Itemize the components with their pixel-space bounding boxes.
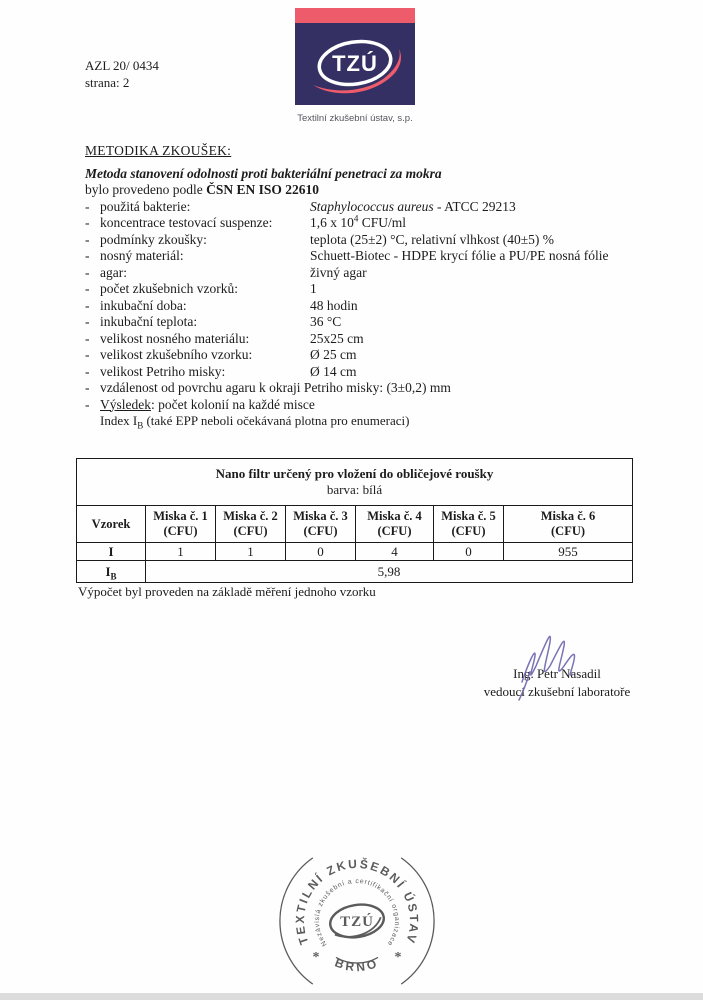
col-header: Miska č. 1 (CFU) bbox=[146, 506, 216, 543]
species-name: Staphylococcus aureus bbox=[310, 198, 434, 214]
report-number: AZL 20/ 0434 bbox=[85, 58, 159, 73]
list-item bbox=[85, 298, 635, 315]
section-heading: METODIKA ZKOUŠEK: bbox=[85, 143, 232, 158]
scan-edge-band bbox=[0, 993, 703, 1000]
signatory-role: vedoucí zkušební laboratoře bbox=[483, 683, 631, 699]
dash-bullet: - bbox=[85, 264, 90, 280]
official-stamp-icon bbox=[275, 843, 440, 1000]
calculation-note: Výpočet byl proveden na základě měření jednoho vzorku bbox=[78, 584, 376, 599]
table-data-row bbox=[77, 543, 633, 561]
value-cell: 1 bbox=[216, 543, 286, 561]
svg-text:BRNO bbox=[333, 955, 381, 974]
sample-id-cell: I bbox=[77, 543, 146, 561]
logo-red-stripe bbox=[295, 8, 415, 23]
list-item bbox=[85, 347, 635, 364]
item-value: 1 bbox=[310, 281, 317, 296]
item-label: počet zkušebnich vzorků: bbox=[100, 281, 238, 296]
dash-bullet: - bbox=[85, 281, 90, 296]
dash-bullet: - bbox=[85, 330, 90, 346]
logo-caption: Textilní zkušební ústav, s.p. bbox=[297, 113, 413, 124]
item-label: koncentrace testovací suspenze: bbox=[100, 215, 273, 230]
stamp-city-text: BRNO bbox=[332, 955, 382, 975]
item-value: teplota (25±2) °C, relativní vlhkost (40±5) % bbox=[310, 231, 555, 247]
list-item bbox=[85, 314, 635, 331]
list-item bbox=[85, 215, 635, 232]
stamp-star-right: * bbox=[394, 950, 402, 965]
tzu-logo bbox=[295, 8, 415, 105]
standard-prefix: bylo provedeno podle bbox=[85, 182, 207, 197]
col-header-sample: Vzorek bbox=[77, 506, 146, 543]
table-title-row bbox=[77, 459, 633, 506]
dash-bullet: - bbox=[85, 198, 90, 214]
index-prefix: Index I bbox=[100, 413, 138, 428]
item-value: 36 °C bbox=[310, 314, 342, 329]
item-value bbox=[310, 199, 635, 216]
value-cell: 0 bbox=[286, 543, 356, 561]
list-item bbox=[85, 281, 635, 298]
col-header: Miska č. 2 (CFU) bbox=[216, 506, 286, 543]
item-value: živný agar bbox=[310, 264, 367, 280]
dash-bullet: - bbox=[85, 380, 90, 395]
result-line bbox=[85, 397, 635, 414]
index-subscript: B bbox=[137, 420, 144, 431]
list-item bbox=[85, 364, 635, 381]
item-value: Schuett-Biotec - HDPE krycí fólie a PU/PE nosná fólie bbox=[310, 248, 609, 263]
list-item bbox=[85, 248, 635, 265]
value-cell: 955 bbox=[504, 543, 633, 561]
result-text bbox=[100, 397, 315, 414]
results-table bbox=[76, 458, 633, 583]
dash-bullet: - bbox=[85, 248, 90, 263]
index-line bbox=[100, 413, 635, 430]
concentration-base: 1,6 x 10 bbox=[310, 215, 354, 230]
stamp-star-left: * bbox=[312, 950, 320, 965]
table-title-cell bbox=[77, 459, 633, 506]
table-index-row bbox=[77, 561, 633, 583]
distance-line bbox=[85, 380, 635, 397]
col-header: Miska č. 5 (CFU) bbox=[434, 506, 504, 543]
handwritten-signature-icon bbox=[506, 616, 590, 704]
item-label: použitá bakterie: bbox=[100, 198, 191, 214]
item-label: velikost zkušebního vzorku: bbox=[100, 347, 253, 362]
value-cell: 4 bbox=[356, 543, 434, 561]
header-reference bbox=[85, 57, 159, 91]
concentration-exponent: 4 bbox=[353, 213, 359, 224]
value-cell: 0 bbox=[434, 543, 504, 561]
list-item bbox=[85, 331, 635, 348]
list-item bbox=[85, 232, 635, 249]
value-cell: 1 bbox=[146, 543, 216, 561]
tzu-mark-icon bbox=[295, 23, 415, 105]
col-header: Miska č. 4 (CFU) bbox=[356, 506, 434, 543]
result-rest: : počet kolonií na každé misce bbox=[151, 396, 315, 412]
item-label: velikost Petriho misky: bbox=[100, 363, 226, 379]
logo-navy-box bbox=[295, 23, 415, 105]
result-label: Výsledek bbox=[100, 396, 151, 412]
method-section bbox=[85, 143, 635, 430]
item-value: 48 hodin bbox=[310, 297, 358, 313]
dash-bullet: - bbox=[85, 297, 90, 313]
item-label: nosný materiál: bbox=[100, 248, 184, 263]
strain-id: - ATCC 29213 bbox=[433, 198, 516, 214]
dash-bullet: - bbox=[85, 231, 90, 247]
item-value: Ø 25 cm bbox=[310, 347, 357, 362]
dash-bullet: - bbox=[85, 347, 90, 362]
dash-bullet: - bbox=[85, 363, 90, 379]
item-label: inkubační doba: bbox=[100, 297, 187, 313]
method-title: Metoda stanovení odolnosti proti bakteriální penetraci za mokra bbox=[85, 165, 442, 181]
logo-mark-text: TZÚ bbox=[332, 51, 378, 76]
col-header: Miska č. 6 (CFU) bbox=[504, 506, 633, 543]
list-item bbox=[85, 199, 635, 216]
item-label: agar: bbox=[100, 264, 127, 280]
index-rest: (také EPP neboli očekávaná plotna pro enumeraci) bbox=[143, 413, 410, 428]
item-value bbox=[310, 215, 635, 232]
item-label: inkubační teplota: bbox=[100, 314, 198, 329]
item-label: podmínky zkoušky: bbox=[100, 231, 207, 247]
table-subtitle: barva: bílá bbox=[326, 482, 383, 497]
item-value: Ø 14 cm bbox=[310, 363, 357, 379]
index-label-cell: $I_B$ bbox=[77, 561, 146, 583]
dash-bullet: - bbox=[85, 396, 90, 412]
dash-bullet: - bbox=[85, 314, 90, 329]
page-number: strana: 2 bbox=[85, 75, 130, 90]
table-title: Nano filtr určený pro vložení do obličejové roušky bbox=[215, 466, 494, 481]
item-value: 25x25 cm bbox=[310, 330, 364, 346]
item-label: velikost nosného materiálu: bbox=[100, 330, 250, 346]
list-item bbox=[85, 265, 635, 282]
index-value-cell: 5,98 bbox=[146, 561, 633, 583]
distance-text: vzdálenost od povrchu agaru k okraji Petriho misky: (3±0,2) mm bbox=[100, 380, 451, 395]
table-header-row bbox=[77, 506, 633, 543]
concentration-unit: CFU/ml bbox=[358, 215, 407, 230]
svg-text:TEXTILNÍ ZKUŠEBNÍ ÚSTAV bbox=[293, 856, 421, 947]
stamp-inner-text: Nezávislá zkušební a certifikační organizace bbox=[313, 877, 401, 948]
standard-line bbox=[85, 182, 635, 199]
dash-bullet: - bbox=[85, 215, 90, 230]
standard-code: ČSN EN ISO 22610 bbox=[206, 182, 320, 197]
signatory-name: Ing. Petr Nasadil bbox=[513, 666, 601, 681]
stamp-center-mark: TZÚ bbox=[340, 914, 374, 930]
stamp-ring-text: TEXTILNÍ ZKUŠEBNÍ ÚSTAV bbox=[292, 856, 422, 947]
col-header: Miska č. 3 (CFU) bbox=[286, 506, 356, 543]
